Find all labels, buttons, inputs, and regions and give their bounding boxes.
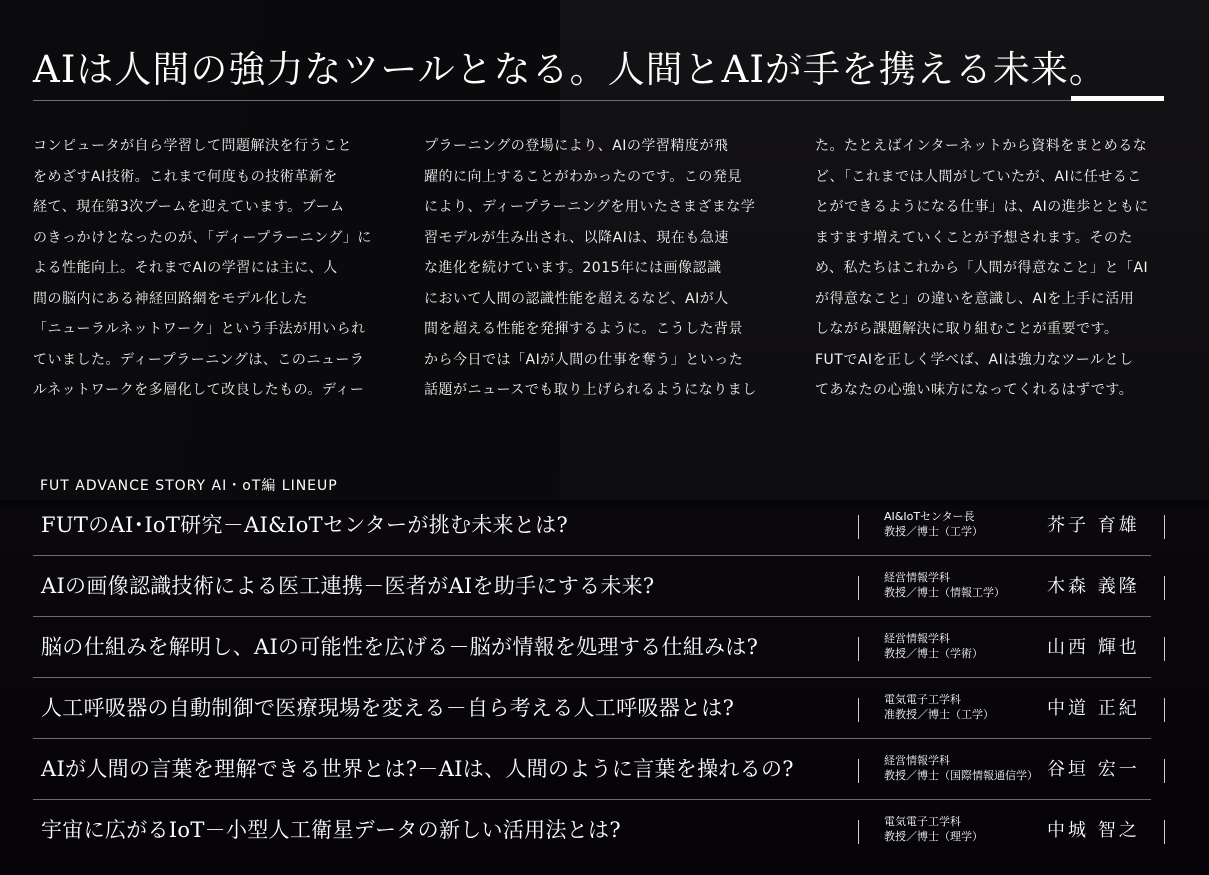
body-line: プラーニングの登場により、AIの学習精度が飛: [424, 138, 729, 154]
lineup-item-name: 中道 正紀: [1047, 698, 1140, 719]
divider: [858, 637, 859, 661]
divider: [858, 576, 859, 600]
divider: [1164, 698, 1165, 722]
body-line: しながら課題解決に取り組むことが重要です。: [815, 321, 1119, 337]
divider: [1164, 576, 1165, 600]
body-line: 習モデルが生み出され、以降AIは、現在も急速: [424, 229, 729, 246]
lineup-item-position: 教授／博士（情報工学）: [884, 586, 1005, 599]
headline: AIは人間の強力なツールとなる。人間とAIが手を携える未来。: [33, 48, 1107, 91]
lineup-item-dept: 経営情報学科: [884, 754, 950, 767]
lineup-item-title: 人工呼吸器の自動制御で医療現場を変える－自ら考える人工呼吸器とは?: [41, 696, 735, 720]
body-line: ますます増えていくことが予想されます。そのた: [815, 229, 1133, 246]
lineup-item[interactable]: [33, 739, 1151, 800]
lineup-list: [33, 495, 1151, 860]
body-line: 経て、現在第3次ブームを迎えています。ブーム: [33, 199, 345, 215]
lineup-item-dept: 経営情報学科: [884, 632, 950, 645]
divider: [1164, 637, 1165, 661]
lineup-item-affiliation: [884, 692, 994, 722]
divider: [1164, 759, 1165, 783]
body-line: 話題がニュースでも取り上げられるようになりまし: [424, 382, 757, 398]
body-line: 「ニューラルネットワーク」という手法が用いられ: [33, 321, 366, 337]
divider: [858, 515, 859, 539]
lineup-item[interactable]: [33, 678, 1151, 739]
lineup-item-name: 谷垣 宏一: [1047, 759, 1140, 780]
body-line: め、私たちはこれから「人間が得意なこと」と「AI: [815, 260, 1149, 276]
lineup-item-affiliation: [884, 509, 983, 539]
lineup-item-position: 教授／博士（国際情報通信学）: [884, 769, 1038, 782]
lineup-item-position: 教授／博士（工学）: [884, 525, 983, 538]
lineup-item-name: 木森 義隆: [1047, 576, 1140, 597]
lineup-item-title: AIが人間の言葉を理解できる世界とは?－AIは、人間のように言葉を操れるの?: [41, 757, 794, 781]
body-line: において人間の認識性能を超えるなど、AIが人: [424, 290, 729, 307]
body-line: から今日では「AIが人間の仕事を奪う」といった: [424, 351, 744, 368]
body-line: 躍的に向上することがわかったのです。この発見: [424, 168, 742, 185]
lineup-item-title: 宇宙に広がるIoT－小型人工衛星データの新しい活用法とは?: [41, 818, 621, 842]
lineup-item-name: 中城 智之: [1047, 820, 1140, 841]
divider: [858, 820, 859, 844]
lineup-item[interactable]: [33, 556, 1151, 617]
body-line: ていました。ディープラーニングは、このニューラ: [33, 351, 365, 368]
body-line: のきっかけとなったのが、「ディープラーニング」に: [33, 229, 372, 246]
lineup-item-position: 教授／博士（学術）: [884, 647, 983, 660]
lineup-item-name: 山西 輝也: [1047, 637, 1140, 658]
body-line: 間の脳内にある神経回路網をモデル化した: [33, 290, 308, 307]
body-line: 間を超える性能を発揮するように。こうした背景: [424, 321, 743, 337]
lineup-heading: FUT ADVANCE STORY AI・oT編 LINEUP: [40, 478, 338, 494]
lineup-item-position: 教授／博士（理学）: [884, 830, 983, 843]
lineup-item-name: 芥子 育雄: [1047, 515, 1140, 536]
body-line: が得意なこと」の違いを意識し、AIを上手に活用: [815, 290, 1135, 307]
body-line: により、ディープラーニングを用いたさまざまな学: [424, 199, 756, 215]
body-column-1: [33, 131, 385, 406]
body-line: ルネットワークを多層化して改良したもの。ディー: [33, 382, 365, 398]
body-column-2: [424, 131, 776, 406]
lineup-item-affiliation: [884, 814, 983, 844]
body-line: てあなたの心強い味方になってくれるはずです。: [815, 382, 1134, 398]
lineup-item[interactable]: [33, 800, 1151, 860]
body-column-3: [815, 131, 1167, 406]
lineup-item-affiliation: [884, 570, 1005, 600]
lineup-item-dept: 経営情報学科: [884, 571, 950, 584]
lineup-item-title: 脳の仕組みを解明し、AIの可能性を広げる－脳が情報を処理する仕組みは?: [41, 635, 759, 659]
divider: [1164, 515, 1165, 539]
body-line: とができるようになる仕事」は、AIの進歩とともに: [815, 199, 1149, 215]
lineup-item[interactable]: [33, 495, 1151, 556]
lineup-item-position: 准教授／博士（工学）: [884, 708, 994, 721]
lineup-item-dept: 電気電子工学科: [884, 815, 961, 828]
lineup-item-title: AIの画像認識技術による医工連携－医者がAIを助手にする未来?: [41, 574, 655, 598]
lineup-item-title: FUTのAI･IoT研究－AI&IoTセンターが挑む未来とは?: [41, 513, 568, 537]
body-line: をめざすAI技術。これまで何度もの技術革新を: [33, 168, 338, 185]
headline-accent-bar: [1071, 96, 1164, 101]
body-line: FUTでAIを正しく学べば、AIは強力なツールとし: [815, 351, 1134, 368]
lineup-item-affiliation: [884, 753, 1038, 783]
headline-divider: [33, 100, 1164, 101]
lineup-item-dept: AI&IoTセンター長: [884, 510, 975, 523]
divider: [1164, 820, 1165, 844]
body-line: コンピュータが自ら学習して問題解決を行うこと: [33, 138, 352, 154]
lineup-item[interactable]: [33, 617, 1151, 678]
divider: [858, 759, 859, 783]
divider: [858, 698, 859, 722]
body-line: よる性能向上。それまでAIの学習には主に、人: [33, 260, 338, 276]
body-line: た。たとえばインターネットから資料をまとめるな: [815, 138, 1148, 154]
body-line: ど、「これまでは人間がしていたが、AIに任せるこ: [815, 168, 1142, 185]
lineup-item-dept: 電気電子工学科: [884, 693, 961, 706]
lineup-item-affiliation: [884, 631, 983, 661]
body-line: な進化を続けています。2015年には画像認識: [424, 260, 722, 276]
